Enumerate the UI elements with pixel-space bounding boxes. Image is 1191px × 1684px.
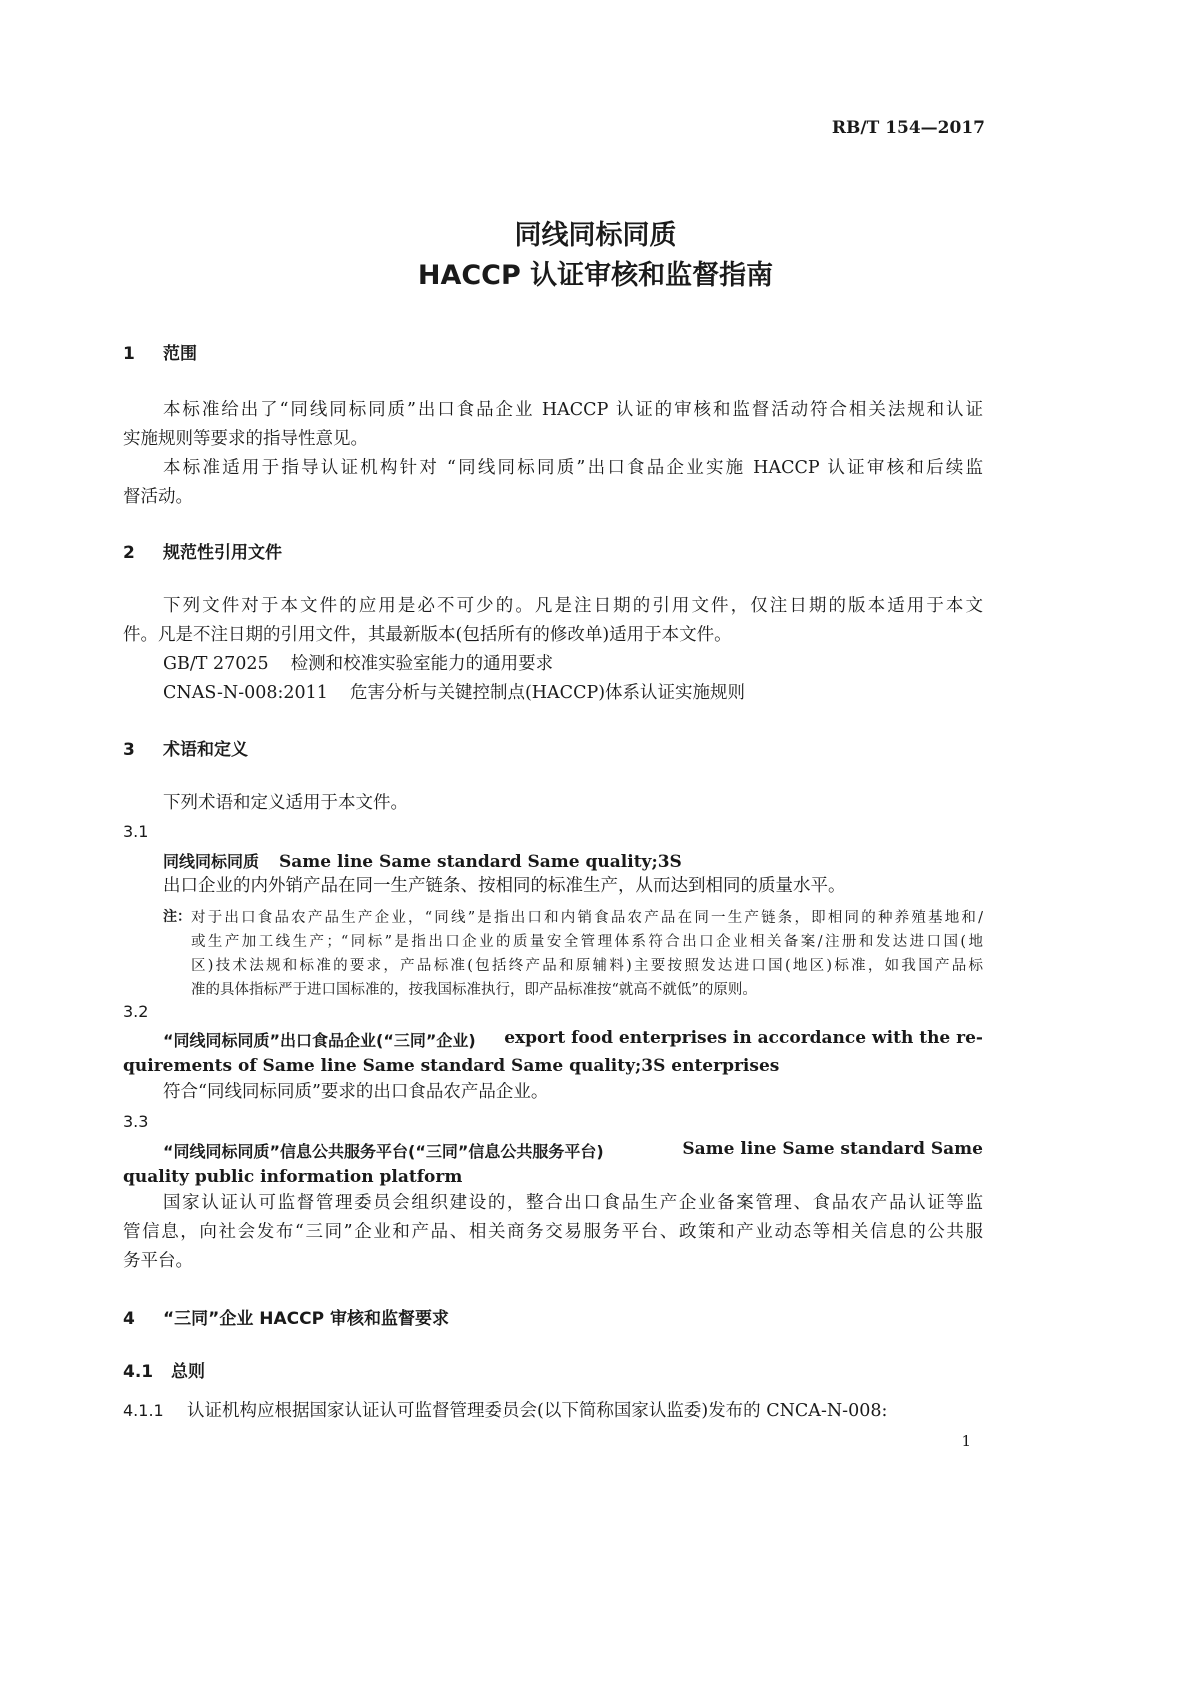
paragraph-line: 本标准适用于指导认证机构针对 “同线同标同质”出口食品企业实施 HACCP 认证审核和后续监 — [163, 458, 983, 478]
subsection-title: 总则 — [171, 1362, 205, 1382]
term-en-continued: quirements of Same line Same standard Same quality;3S enterprises — [123, 1056, 780, 1076]
term-cn: “同线同标同质”信息公共服务平台(“三同”信息公共服务平台) — [163, 1142, 604, 1161]
subsection-number: 4.1 — [123, 1362, 154, 1382]
reference-title: 检测和校准实验室能力的通用要求 — [290, 654, 554, 674]
note-line: 对于出口食品农产品生产企业，“同线”是指出口和内销食品农产品在同一生产链条，即相同的种养殖基地和/ — [191, 910, 983, 926]
term-definition-line: 务平台。 — [123, 1251, 193, 1271]
note-line: 区)技术法规和标准的要求，产品标准(包括终产品和原辅料)主要按照发达进口国(地区)标准，如我国产品标 — [191, 958, 983, 974]
clause-text: 认证机构应根据国家认证认可监督管理委员会(以下简称国家认监委)发布的 CNCA-N-008: — [187, 1401, 888, 1421]
term-number: 3.1 — [123, 822, 149, 841]
section-1-heading — [123, 339, 197, 364]
note-line: 准的具体指标严于进口国标准的，按我国标准执行，即产品标准按“就高不就低”的原则。 — [191, 982, 757, 998]
doc-title-line1: 同线同标同质 — [514, 220, 677, 251]
section-number: 2 — [123, 543, 135, 563]
term-heading — [163, 1028, 983, 1051]
standard-number: RB/T 154—2017 — [831, 118, 985, 138]
section-number: 1 — [123, 344, 135, 364]
reference-code: CNAS-N-008:2011 — [163, 683, 328, 703]
clause — [123, 1401, 887, 1421]
term-en: export food enterprises in accordance with the re- — [504, 1028, 983, 1048]
paragraph-line: 下列文件对于本文件的应用是必不可少的。凡是注日期的引用文件，仅注日期的版本适用于本文 — [163, 596, 983, 616]
page-number: 1 — [961, 1432, 971, 1450]
section-number: 4 — [123, 1309, 135, 1329]
section-number: 3 — [123, 740, 135, 760]
section-2-heading — [123, 538, 282, 563]
term-cn: 同线同标同质 — [163, 852, 260, 871]
term-definition: 符合“同线同标同质”要求的出口食品农产品企业。 — [163, 1082, 549, 1102]
reference-title: 危害分析与关键控制点(HACCP)体系认证实施规则 — [349, 683, 746, 703]
section-4-heading — [123, 1304, 449, 1329]
note-label: 注： — [163, 909, 191, 925]
section-title: 规范性引用文件 — [163, 543, 282, 563]
section-title: 范围 — [163, 344, 197, 364]
paragraph-line: 督活动。 — [123, 487, 193, 507]
term-en: Same line Same standard Same — [682, 1139, 983, 1159]
term-heading — [163, 849, 682, 872]
term-number: 3.2 — [123, 1002, 149, 1021]
term-cn: “同线同标同质”出口食品企业(“三同”企业) — [163, 1031, 476, 1050]
term-en-continued: quality public information platform — [123, 1167, 463, 1187]
subsection-heading — [123, 1357, 205, 1382]
term-definition-line: 管信息，向社会发布“三同”企业和产品、相关商务交易服务平台、政策和产业动态等相关信息的公共服 — [123, 1222, 983, 1242]
term-heading — [163, 1139, 983, 1162]
paragraph-line: 件。凡是不注日期的引用文件，其最新版本(包括所有的修改单)适用于本文件。 — [123, 625, 732, 645]
reference-code: GB/T 27025 — [163, 654, 269, 674]
section-3-heading — [123, 735, 248, 760]
doc-title-line2: HACCP 认证审核和监督指南 — [417, 260, 774, 291]
section-title: 术语和定义 — [163, 740, 248, 760]
section-title: “三同”企业 HACCP 审核和监督要求 — [163, 1309, 449, 1329]
paragraph-line: 下列术语和定义适用于本文件。 — [163, 793, 408, 813]
term-definition: 出口企业的内外销产品在同一生产链条、按相同的标准生产，从而达到相同的质量水平。 — [163, 876, 846, 896]
paragraph-line: 实施规则等要求的指导性意见。 — [123, 429, 368, 449]
paragraph-line: 本标准给出了“同线同标同质”出口食品企业 HACCP 认证的审核和监督活动符合相关法规和认证 — [163, 400, 983, 420]
term-number: 3.3 — [123, 1112, 149, 1131]
term-definition-line: 国家认证认可监督管理委员会组织建设的，整合出口食品生产企业备案管理、食品农产品认证等监 — [163, 1193, 983, 1213]
term-en: Same line Same standard Same quality;3S — [279, 852, 682, 872]
reference-item — [163, 685, 745, 703]
reference-item — [163, 656, 553, 674]
clause-number: 4.1.1 — [123, 1401, 164, 1420]
note-line: 或生产加工线生产；“同标”是指出口企业的质量安全管理体系符合出口企业相关备案/注册和发达进口国(地 — [191, 934, 983, 950]
